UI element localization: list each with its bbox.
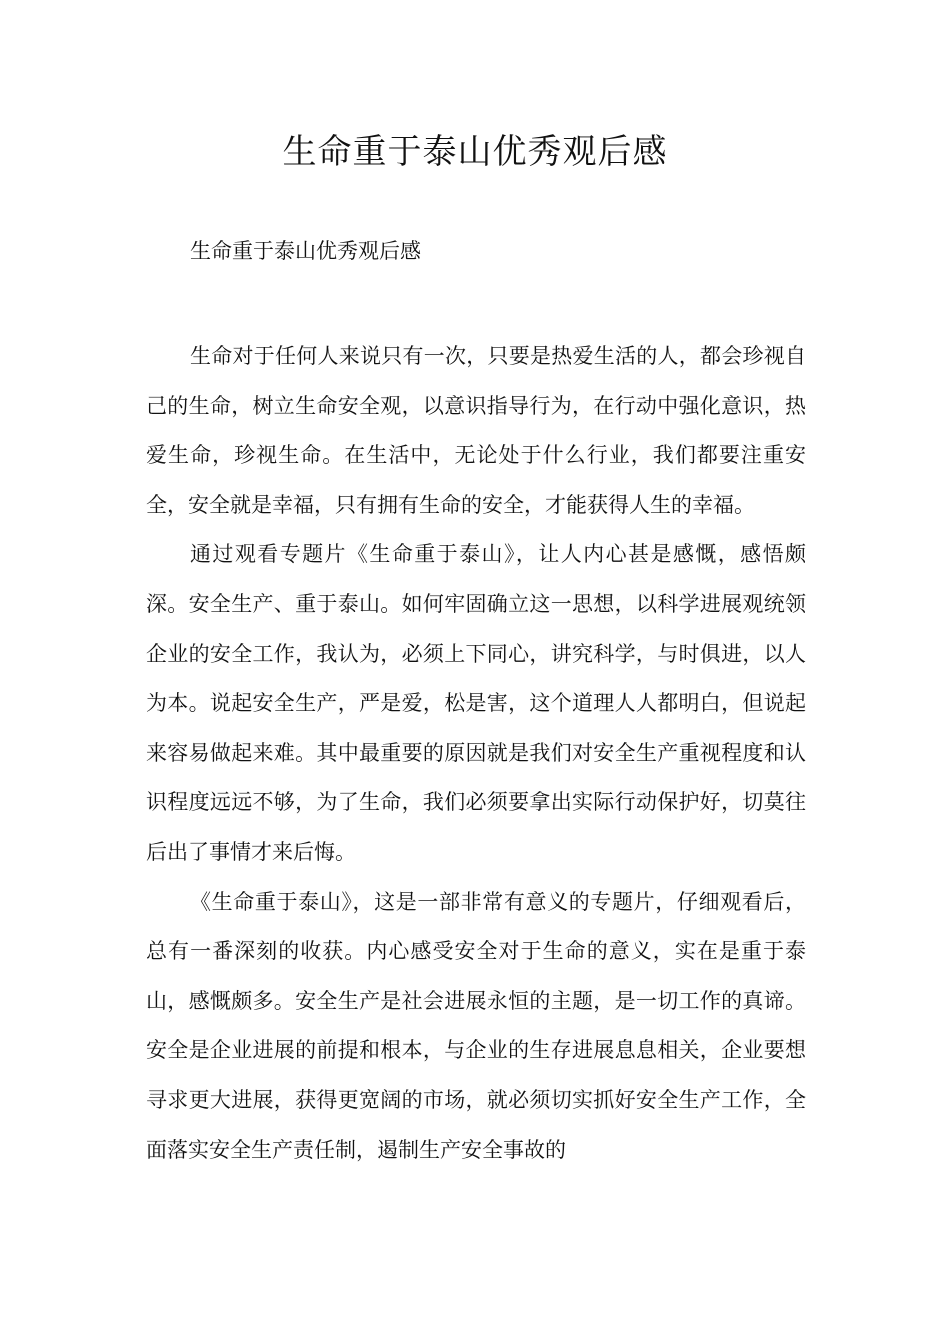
paragraph: 《生命重于泰山》，这是一部非常有意义的专题片，仔细观看后，总有一番深刻的收获。内心感受安全对于生命的意义，实在是重于泰山，感慨颇多。安全生产是社会进展永恒的主题，是一切工作的真谛。安全是企业进展的前提和根本，与企业的生存进展息息相关，企业要想寻求更大进展，获得更宽阔的市场，就必须切实抓好安全生产工作，全面落实安全生产责任制，遏制生产安全事故的: [146, 889, 806, 1162]
document-body: [146, 332, 806, 1175]
document-title: 生命重于泰山优秀观后感: [282, 132, 668, 172]
paragraph: 生命对于任何人来说只有一次，只要是热爱生活的人，都会珍视自己的生命，树立生命安全观，以意识指导行为，在行动中强化意识，热爱生命，珍视生命。在生活中，无论处于什么行业，我们都要注重安全，安全就是幸福，只有拥有生命的安全，才能获得人生的幸福。: [146, 344, 806, 517]
document-subtitle: 生命重于泰山优秀观后感: [190, 239, 421, 263]
paragraph: 通过观看专题片《生命重于泰山》，让人内心甚是感慨，感悟颇深。安全生产、重于泰山。如何牢固确立这一思想，以科学进展观统领企业的安全工作，我认为，必须上下同心，讲究科学，与时俱进，以人为本。说起安全生产，严是爱，松是害，这个道理人人都明白，但说起来容易做起来难。其中最重要的原因就是我们对安全生产重视程度和认识程度远远不够，为了生命，我们必须要拿出实际行动保护好，切莫往后出了事情才来后悔。: [146, 542, 806, 864]
